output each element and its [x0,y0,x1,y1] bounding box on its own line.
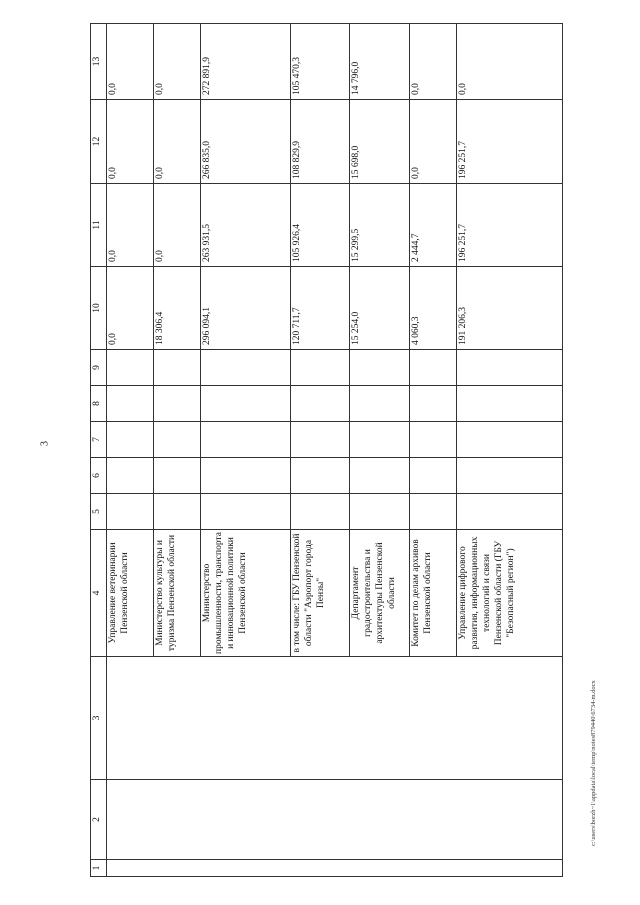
table-cell [154,350,201,386]
value-cell: 0,0 [154,184,201,267]
table-cell [154,494,201,530]
value-cell: 105 926,4 [291,184,350,267]
table-cell [410,458,457,494]
value-cell: 15 299,5 [350,184,410,267]
value-cell: 14 796,0 [350,24,410,100]
table-cell [457,350,563,386]
col-header: 8 [91,386,107,422]
value-cell: 0,0 [154,24,201,100]
table-cell [410,386,457,422]
table-cell [201,494,291,530]
organization-name: в том числе: ГБУ Пензенской области "Аэропорт города Пензы" [291,530,350,657]
value-cell: 0,0 [410,24,457,100]
table-cell [291,386,350,422]
table-cell [457,458,563,494]
col-header: 13 [91,24,107,100]
organization-name: Управление ветеринарии Пензенской области [107,530,154,657]
col-header: 5 [91,494,107,530]
table-cell [410,494,457,530]
table-cell [350,458,410,494]
footer-file-path: c:\users\borzh~1\appdata\local\temp\notes879440\6734-m.docx [590,680,597,846]
organization-name: Министерство культуры и туризма Пензенской области [154,530,201,657]
table-cell [107,657,563,780]
value-cell: 2 444,7 [410,184,457,267]
table-cell [201,386,291,422]
value-cell: 120 711,7 [291,267,350,350]
col-header: 10 [91,267,107,350]
value-cell: 263 931,5 [201,184,291,267]
value-cell: 18 306,4 [154,267,201,350]
table-cell [457,386,563,422]
value-cell: 0,0 [107,184,154,267]
table-cell [201,458,291,494]
organization-name: Управление цифрового развития, информационных технологий и связи Пензенской области (ГБУ "Безопасный регион") [457,530,563,657]
col-header: 11 [91,184,107,267]
value-cell: 272 891,9 [201,24,291,100]
value-cell: 196 251,7 [457,184,563,267]
col-header: 1 [91,860,107,877]
value-cell: 196 251,7 [457,100,563,184]
table-cell [291,458,350,494]
table-cell [291,350,350,386]
table-cell [350,386,410,422]
value-cell: 108 829,9 [291,100,350,184]
table-cell [154,458,201,494]
organization-name: Комитет по делам архивов Пензенской области [410,530,457,657]
table-cell [107,386,154,422]
table-cell [107,350,154,386]
table-cell [201,422,291,458]
organization-name: Департамент градостроительства и архитектуры Пензенской области [350,530,410,657]
organization-name: Министерство промышленности, транспорта и инновационной политики Пензенской области [201,530,291,657]
value-cell: 0,0 [107,267,154,350]
col-header: 12 [91,100,107,184]
rotated-table-sheet [90,24,571,877]
table-cell [291,494,350,530]
col-header: 9 [91,350,107,386]
value-cell: 15 254,0 [350,267,410,350]
value-cell: 266 835,0 [201,100,291,184]
table-cell [107,860,563,877]
table-cell [107,780,563,860]
table-row [107,24,154,877]
table-cell [291,422,350,458]
table-cell [107,458,154,494]
table-cell [410,350,457,386]
value-cell: 0,0 [457,24,563,100]
budget-table [90,23,563,877]
table-cell [350,422,410,458]
table-cell [107,422,154,458]
value-cell: 4 060,3 [410,267,457,350]
table-cell [350,494,410,530]
table-cell [154,422,201,458]
col-header: 2 [91,780,107,860]
value-cell: 105 470,3 [291,24,350,100]
table-cell [350,350,410,386]
table-cell [201,350,291,386]
value-cell: 0,0 [410,100,457,184]
col-header: 6 [91,458,107,494]
value-cell: 0,0 [107,24,154,100]
value-cell: 0,0 [154,100,201,184]
col-header: 7 [91,422,107,458]
value-cell: 0,0 [107,100,154,184]
header-row [91,24,107,877]
page-number: 3 [39,441,51,446]
value-cell: 15 698,0 [350,100,410,184]
value-cell: 296 094,1 [201,267,291,350]
col-header: 4 [91,530,107,657]
col-header: 3 [91,657,107,780]
table-cell [107,494,154,530]
value-cell: 191 206,3 [457,267,563,350]
table-cell [410,422,457,458]
table-cell [457,494,563,530]
table-cell [457,422,563,458]
table-cell [154,386,201,422]
